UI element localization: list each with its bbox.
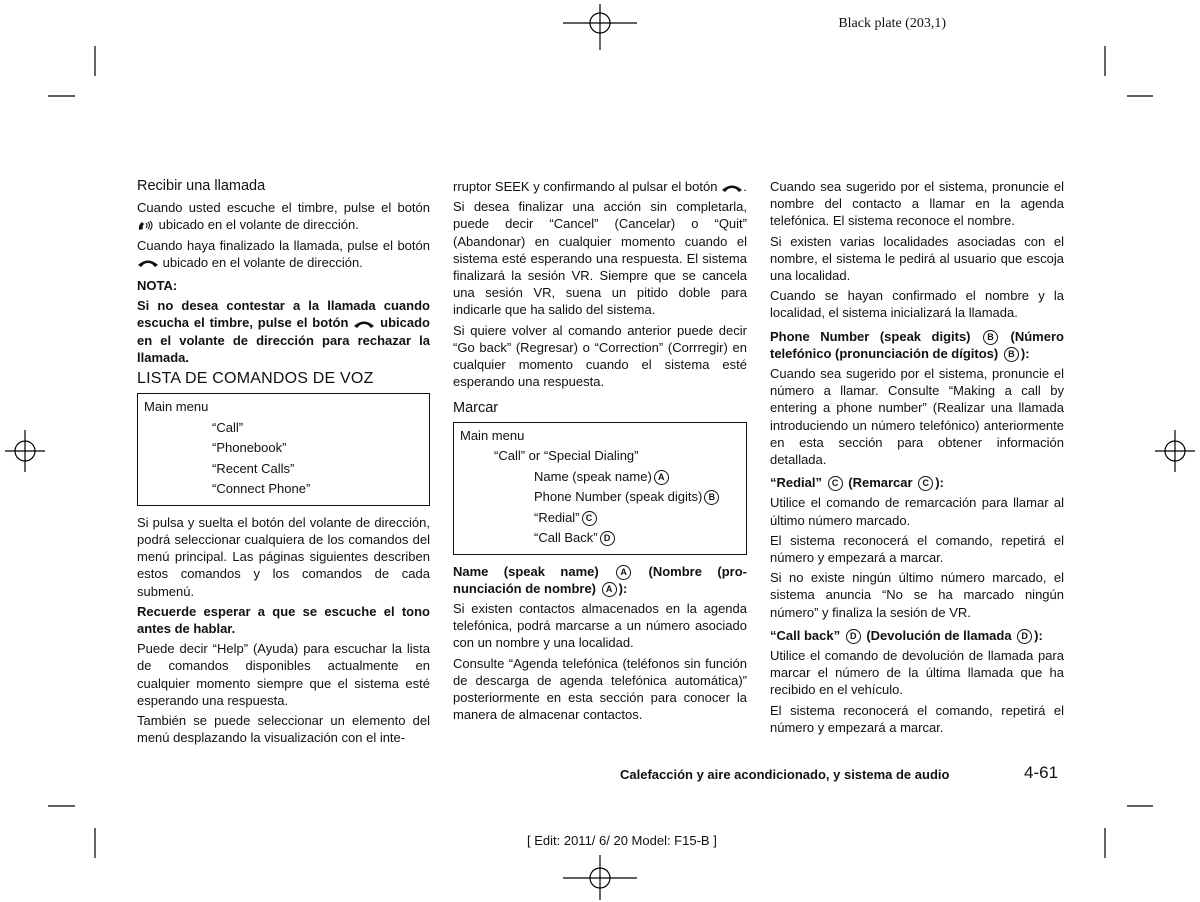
column-3 [770, 178, 1064, 739]
badge-d: D [600, 531, 615, 546]
paragraph: Utilice el comando de devolución de llamada para marcar el número de la última llamada que ha recibido en el vehículo. [770, 648, 1064, 698]
plate-label: Black plate (203,1) [838, 16, 946, 31]
text: “Redial” [534, 509, 580, 525]
menu-item [460, 528, 740, 549]
hang-up-icon [721, 183, 743, 193]
text: “Call back” [770, 627, 841, 643]
text: (Remarcar [848, 475, 913, 491]
paragraph: Puede decir “Help” (Ayuda) para escuchar la lista de comandos disponibles actualmente en cualquier momento siempre que el sistema esté esperando una respuesta. [137, 641, 430, 708]
paragraph: Si pulsa y suelta el botón del volante de dirección, podrá seleccionar cualquiera de los comandos del menú principal. Las páginas siguientes describen estos comandos y los comandos de cada submenú. [137, 514, 430, 599]
badge-a: A [602, 582, 617, 597]
menu-item [460, 487, 740, 508]
paragraph [137, 237, 430, 271]
text: Name (speak name) [534, 468, 652, 484]
text: rruptor SEEK y confirmando al pulsar el botón [453, 179, 718, 194]
subheading-callback [770, 627, 1064, 644]
menu-item: “Recent Calls” [212, 460, 295, 476]
menu-item: Main menu [144, 399, 209, 415]
main-menu-box [137, 393, 430, 506]
badge-c: C [828, 476, 843, 491]
paragraph: Cuando sea sugerido por el sistema, pronuncie el nombre del contacto a llamar en la agenda telefónica. El sistema reconoce el nombre. [770, 179, 1064, 229]
paragraph: Si existen varias localidades asociadas con el nombre, el sistema le pedirá al usuario que escoja una localidad. [770, 233, 1064, 284]
paragraph: También se puede seleccionar un elemento del menú desplazando la visualización con el inte- [137, 712, 430, 746]
badge-c: C [918, 476, 933, 491]
text: (Nombre (pro-nunciación de nombre) [453, 563, 747, 596]
paragraph: Cuando se hayan confirmado el nombre y la localidad, el sistema inicializará la llamada. [770, 288, 1064, 321]
column-2 [453, 178, 747, 726]
paragraph: Si no existe ningún último número marcado, el sistema anuncia “No se ha marcado ningún número” y finaliza la sesión de VR. [770, 570, 1064, 620]
section-title-lista: LISTA DE COMANDOS DE VOZ [137, 370, 374, 388]
paragraph: Cuando sea sugerido por el sistema, pronuncie el número a llamar. Consulte “Making a call by entering a phone number” (Realizar una llamada introduciendo un número telefónico) anteriormente en esta sección para obtener información detallada. [770, 366, 1064, 468]
badge-b: B [1004, 347, 1019, 362]
badge-a: A [654, 470, 669, 485]
paragraph: El sistema reconocerá el comando, repetirá el número y empezará a marcar. [770, 532, 1064, 566]
paragraph: El sistema reconocerá el comando, repetirá el número y empezará a marcar. [770, 702, 1064, 735]
text: “Redial” [770, 475, 823, 491]
paragraph [453, 178, 747, 195]
subheading-name [453, 563, 747, 597]
menu-item: “Call” or “Special Dialing” [494, 448, 639, 464]
subheading-redial [770, 474, 1064, 491]
paragraph: Utilice el comando de remarcación para llamar al último número marcado. [770, 495, 1064, 528]
menu-item: Main menu [460, 427, 525, 443]
text: ubicado en el volante de dirección para rechazar la llamada. [137, 315, 430, 365]
note-text [137, 297, 430, 366]
subheading-phone [770, 328, 1064, 362]
menu-item: “Call” [212, 419, 244, 435]
text: (Devolución de llamada [866, 627, 1012, 643]
text: Name (speak name) [453, 563, 599, 579]
text: ): [1020, 345, 1030, 361]
text: Cuando haya finalizado la llamada, pulse el [137, 237, 393, 253]
menu-item: “Connect Phone” [212, 481, 311, 497]
text: Phone Number (speak digits) [770, 328, 971, 344]
text: botón [397, 237, 430, 253]
hang-up-icon [353, 319, 375, 329]
edit-info: [ Edit: 2011/ 6/ 20 Model: F15-B ] [527, 833, 717, 848]
paragraph [137, 199, 430, 233]
paragraph: Si desea finalizar una acción sin completarla, puede decir “Cancel” (Cancelar) o “Quit” (Abandonar) en cualquier momento cuando el sistema esté esperando una respuesta. El sistema finalizará la sesión VR. Siempre que se cancela una sesión VR, suena un pitido doble para indicarle que ha salido del sistema. [453, 199, 747, 318]
menu-item [460, 467, 740, 488]
text: Phone Number (speak digits) [534, 489, 703, 505]
bold-note: Recuerde esperar a que se escuche el tono antes de hablar. [137, 603, 430, 636]
menu-item [460, 508, 740, 529]
text: ): [935, 475, 944, 491]
menu-item: “Phonebook” [212, 440, 287, 456]
column-1 [137, 178, 430, 749]
badge-b: B [983, 330, 998, 345]
dial-menu-box [453, 422, 747, 555]
text: (Número telefónico (pronunciación de dígitos) [770, 328, 1064, 361]
section-title-recibir: Recibir una llamada [137, 178, 266, 194]
badge-c: C [582, 511, 597, 526]
text: . [743, 179, 747, 194]
text: ): [1034, 627, 1043, 643]
text: “Call Back” [534, 530, 598, 546]
paragraph: Consulte “Agenda telefónica (teléfonos sin función de descarga de agenda telefónica automática)” posteriormente en esta sección para conocer la manera de almacenar contactos. [453, 655, 747, 723]
paragraph: Si existen contactos almacenados en la agenda telefónica, podrá marcarse a un número asociado con un nombre y una localidad. [453, 601, 747, 651]
hang-up-icon [137, 258, 159, 268]
text: Cuando usted escuche el timbre, pulse el botón [137, 200, 430, 216]
paragraph: Si quiere volver al comando anterior puede decir “Go back” (Regresar) o “Correction” (Corrregir) en cualquier momento cuando el sistema esté esperando una respuesta. [453, 322, 747, 390]
phone-voice-icon [137, 219, 155, 233]
section-title-marcar: Marcar [453, 400, 499, 417]
badge-a: A [616, 565, 631, 580]
text: Si no desea contestar a la llamada cuando escucha el timbre, pulse el botón [137, 298, 430, 331]
badge-d: D [1017, 629, 1032, 644]
page-number: 4-61 [1024, 763, 1059, 782]
footer-section-title: Calefacción y aire acondicionado, y sistema de audio [620, 767, 950, 782]
badge-d: D [846, 629, 861, 644]
text: ubicado en el volante de dirección. [162, 254, 363, 270]
text: ubicado en el volante de dirección. [158, 217, 359, 233]
text: ): [618, 580, 628, 596]
note-label: NOTA: [137, 278, 178, 294]
badge-b: B [704, 490, 719, 505]
